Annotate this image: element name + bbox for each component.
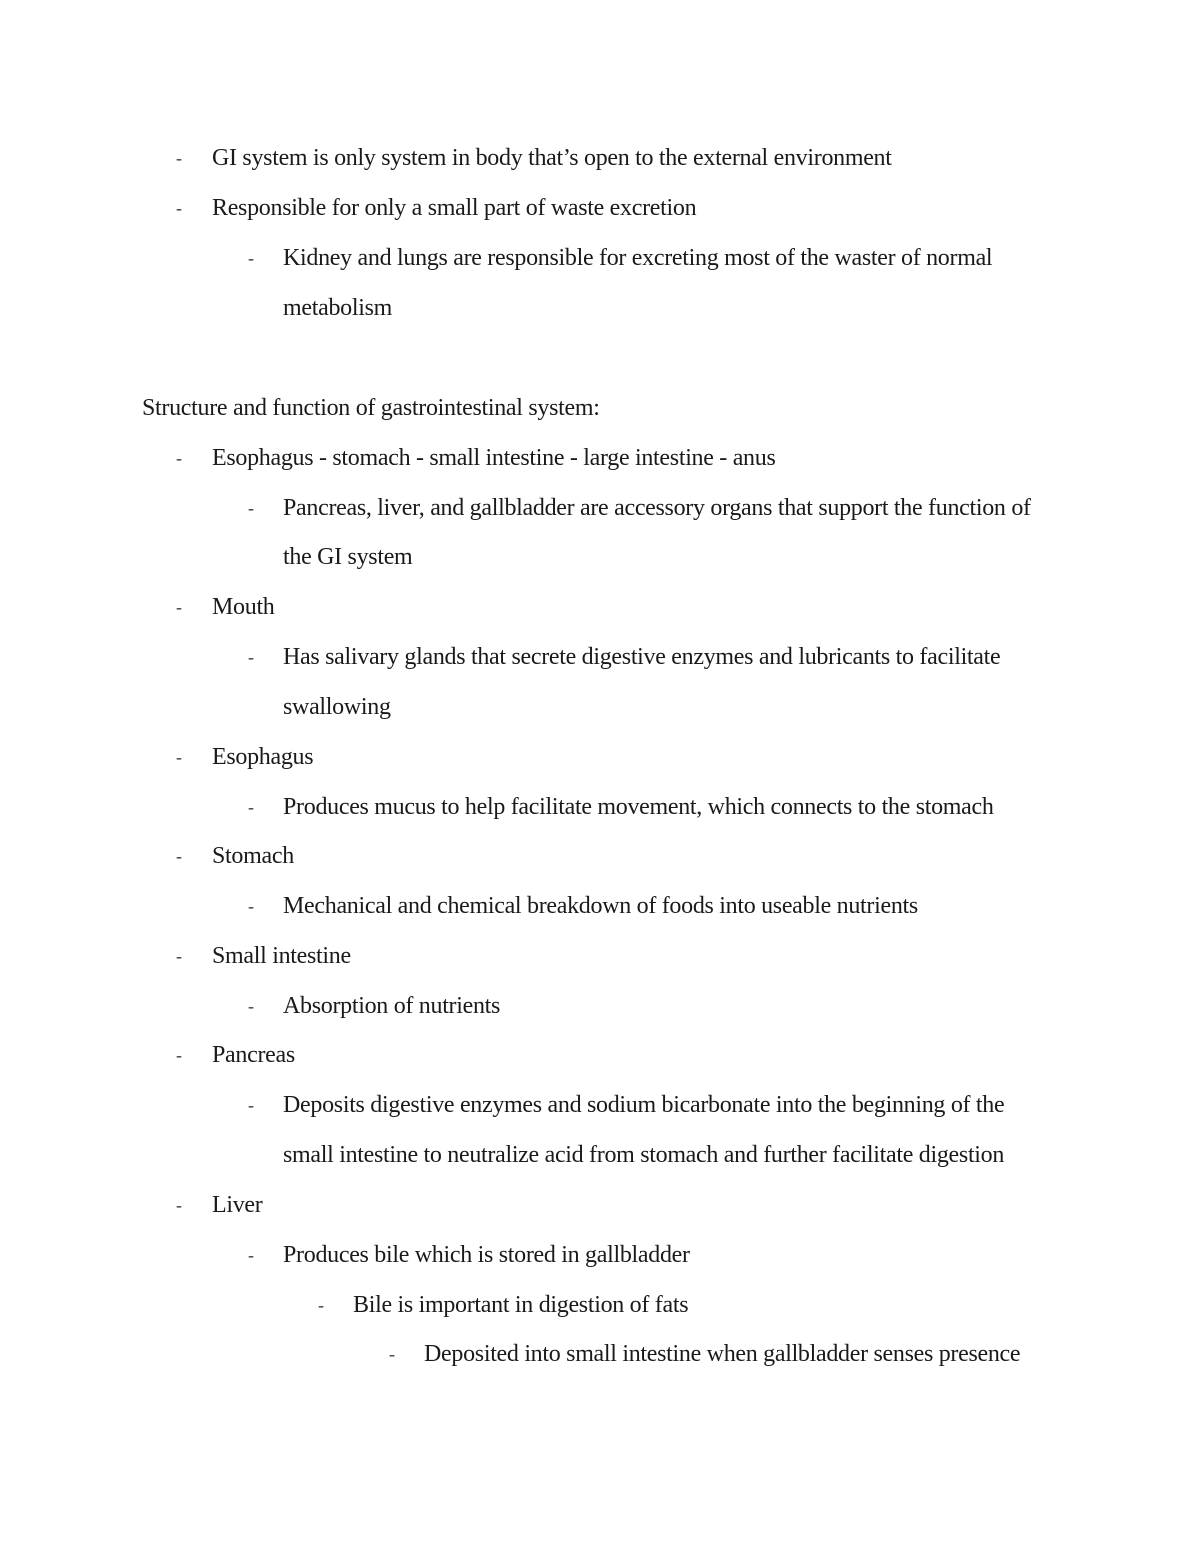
list-subitem-enzymes-bicarbonate: Deposits digestive enzymes and sodium bicarbonate into the beginning of the	[283, 1092, 1005, 1118]
list-subsubsubitem-deposited: Deposited into small intestine when gallbladder senses presence	[424, 1341, 1021, 1367]
bullet-marker: -	[176, 198, 182, 218]
bullet-marker: -	[176, 1045, 182, 1065]
bullet-marker: -	[248, 248, 254, 268]
section-heading: Structure and function of gastrointestinal system:	[142, 395, 600, 421]
list-subitem-salivary-glands-cont: swallowing	[283, 694, 391, 720]
list-item-esophagus: Esophagus	[212, 744, 314, 770]
bullet-marker: -	[248, 896, 254, 916]
list-item-small-intestine: Small intestine	[212, 943, 351, 969]
intro-item-gi-open-system: GI system is only system in body that’s open to the external environment	[212, 145, 892, 171]
list-subitem-enzymes-bicarbonate-cont: small intestine to neutralize acid from stomach and further facilitate digestion	[283, 1142, 1005, 1168]
bullet-marker: -	[176, 448, 182, 468]
list-item-stomach: Stomach	[212, 843, 294, 869]
bullet-marker: -	[389, 1344, 395, 1364]
bullet-marker: -	[176, 846, 182, 866]
bullet-marker: -	[318, 1295, 324, 1315]
list-item-liver: Liver	[212, 1192, 263, 1218]
bullet-marker: -	[176, 597, 182, 617]
list-subitem-breakdown: Mechanical and chemical breakdown of foods into useable nutrients	[283, 893, 918, 919]
bullet-marker: -	[176, 148, 182, 168]
bullet-marker: -	[248, 1095, 254, 1115]
list-subitem-accessory-organs-cont: the GI system	[283, 544, 413, 570]
list-item-mouth: Mouth	[212, 594, 275, 620]
bullet-marker: -	[176, 946, 182, 966]
bullet-marker: -	[248, 647, 254, 667]
bullet-marker: -	[248, 1245, 254, 1265]
list-item-pancreas: Pancreas	[212, 1042, 295, 1068]
list-subitem-salivary-glands: Has salivary glands that secrete digestive enzymes and lubricants to facilitate	[283, 644, 1001, 670]
intro-subitem-kidney-lungs-cont: metabolism	[283, 295, 392, 321]
bullet-marker: -	[176, 747, 182, 767]
list-subitem-accessory-organs: Pancreas, liver, and gallbladder are accessory organs that support the function of	[283, 495, 1031, 521]
intro-item-waste-excretion: Responsible for only a small part of waste excretion	[212, 195, 697, 221]
bullet-marker: -	[176, 1195, 182, 1215]
bullet-marker: -	[248, 996, 254, 1016]
bullet-marker: -	[248, 797, 254, 817]
bullet-marker: -	[248, 498, 254, 518]
list-subsubitem-bile-fats: Bile is important in digestion of fats	[353, 1292, 689, 1318]
list-subitem-absorption: Absorption of nutrients	[283, 993, 501, 1019]
list-subitem-bile: Produces bile which is stored in gallbladder	[283, 1242, 690, 1268]
list-subitem-mucus: Produces mucus to help facilitate movement, which connects to the stomach	[283, 794, 994, 820]
intro-subitem-kidney-lungs: Kidney and lungs are responsible for excreting most of the waster of normal	[283, 245, 993, 271]
list-item-pathway: Esophagus - stomach - small intestine - large intestine - anus	[212, 445, 776, 471]
